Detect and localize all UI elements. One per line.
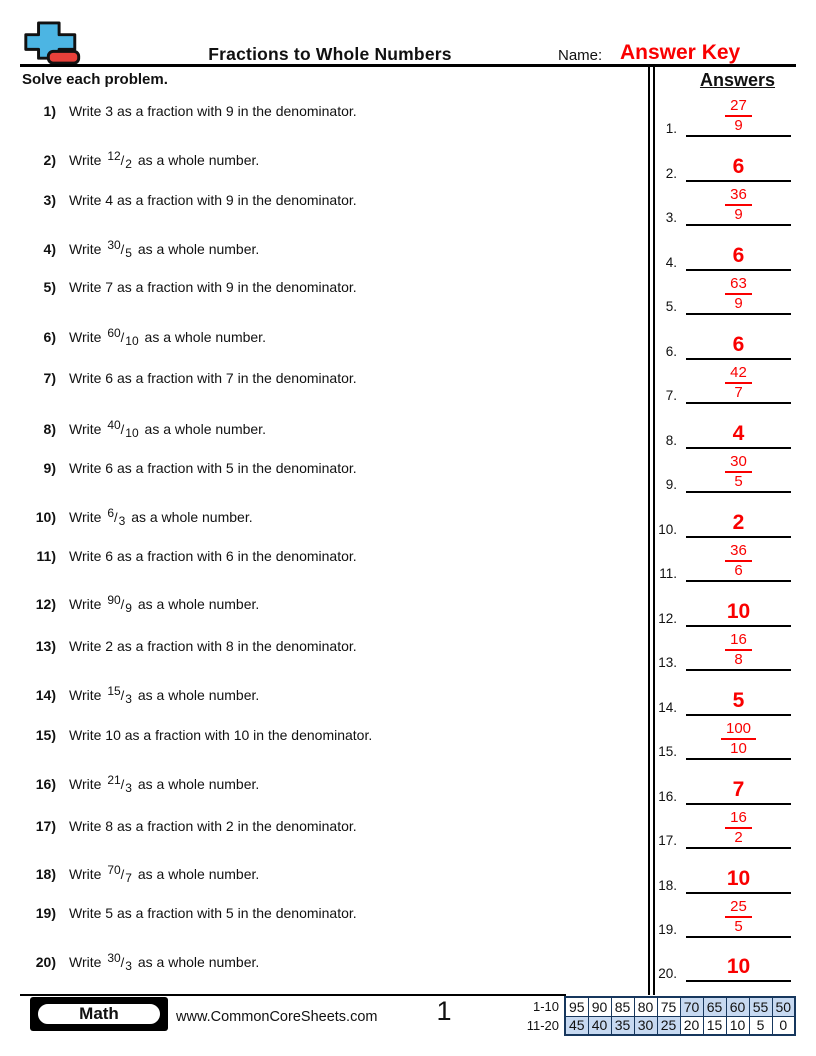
inline-fraction: 21/3: [107, 773, 132, 795]
answer-slot-11: [650, 538, 795, 582]
grading-row-2: [523, 1016, 795, 1035]
question-12: [22, 593, 632, 615]
answer-slot-14: [650, 672, 795, 716]
question-20: [22, 951, 632, 973]
grading-cell: 85: [611, 997, 634, 1016]
answer-number: 9.: [665, 477, 677, 492]
answer-value: 10: [726, 600, 751, 623]
question-text: Write 12/2 as a whole number.: [69, 149, 260, 171]
answer-slot-7: [650, 360, 795, 404]
answer-fraction: $\frac{30}{5}$: [686, 453, 791, 493]
inline-fraction: 40/10: [107, 418, 139, 440]
question-number: 11): [36, 548, 56, 564]
grading-cell: 30: [634, 1016, 657, 1035]
grading-cell: 5: [749, 1016, 772, 1035]
grading-cell: 15: [703, 1016, 726, 1035]
question-3: [22, 192, 632, 209]
answer-line: [686, 980, 791, 982]
subject-label: Math: [35, 1001, 163, 1027]
question-number: 14): [35, 687, 56, 703]
question-text: Write 10 as a fraction with 10 in the denominator.: [69, 727, 373, 743]
answer-slot-20: [650, 938, 795, 982]
grading-cell: 40: [588, 1016, 611, 1035]
answer-slot-15: [650, 716, 795, 760]
inline-fraction: 30/5: [107, 238, 132, 260]
answer-line: [686, 491, 791, 493]
grading-cell: 0: [772, 1016, 795, 1035]
question-number: 15): [35, 727, 56, 743]
grading-cell: 45: [565, 1016, 588, 1035]
question-9: [22, 460, 632, 477]
inline-fraction: 30/3: [107, 951, 132, 973]
answer-slot-1: [650, 93, 795, 137]
question-text: Write 8 as a fraction with 2 in the denominator.: [69, 818, 357, 834]
grading-row-label: 11-20: [526, 1018, 559, 1033]
question-number: 8): [43, 421, 56, 437]
answer-number: 14.: [658, 700, 677, 715]
question-text: Write 70/7 as a whole number.: [69, 863, 260, 885]
question-text: Write 5 as a fraction with 5 in the denominator.: [69, 905, 357, 921]
question-11: [22, 548, 632, 565]
answer-number: 2.: [665, 166, 677, 181]
answer-number: 20.: [658, 966, 677, 981]
question-number: 7): [43, 370, 56, 386]
question-number: 13): [35, 638, 56, 654]
question-number: 9): [43, 460, 56, 476]
question-number: 2): [43, 152, 56, 168]
question-text: Write 3 as a fraction with 9 in the denominator.: [69, 103, 357, 119]
answer-number: 13.: [658, 655, 677, 670]
answer-line: [686, 313, 791, 315]
answer-line: [686, 224, 791, 226]
footer-rule: [20, 994, 566, 996]
question-number: 5): [43, 279, 56, 295]
grading-row-1: [523, 997, 795, 1016]
answer-slot-10: [650, 494, 795, 538]
question-16: [22, 773, 632, 795]
question-number: 17): [35, 818, 56, 834]
question-text: Write 7 as a fraction with 9 in the denominator.: [69, 279, 357, 295]
grading-cell: 60: [726, 997, 749, 1016]
answer-slot-8: [650, 405, 795, 449]
grading-cell: 20: [680, 1016, 703, 1035]
answer-slot-12: [650, 583, 795, 627]
answer-slot-3: [650, 182, 795, 226]
grading-cell: 90: [588, 997, 611, 1016]
answer-number: 7.: [665, 388, 677, 403]
question-17: [22, 818, 632, 835]
question-number: 10): [35, 509, 56, 525]
answer-number: 18.: [658, 878, 677, 893]
header-rule: [20, 64, 796, 67]
inline-fraction: 90/9: [107, 593, 132, 615]
grading-cell: 55: [749, 997, 772, 1016]
answer-fraction: $\frac{36}{6}$: [686, 542, 791, 582]
answer-fraction: $\frac{16}{2}$: [686, 809, 791, 849]
question-5: [22, 279, 632, 296]
answer-line: [686, 135, 791, 137]
answer-number: 12.: [658, 611, 677, 626]
question-number: 1): [43, 103, 56, 119]
grading-table: [523, 996, 796, 1036]
question-14: [22, 684, 632, 706]
answer-slot-6: [650, 316, 795, 360]
answer-fraction: $\frac{63}{9}$: [686, 275, 791, 315]
question-text: Write 2 as a fraction with 8 in the denominator.: [69, 638, 357, 654]
question-text: Write 21/3 as a whole number.: [69, 773, 260, 795]
question-text: Write 6/3 as a whole number.: [69, 506, 253, 528]
answer-slot-18: [650, 850, 795, 894]
answer-value: 10: [726, 955, 751, 978]
inline-fraction: 12/2: [107, 149, 132, 171]
answer-fraction: $\frac{16}{8}$: [686, 631, 791, 671]
question-text: Write 60/10 as a whole number.: [69, 326, 266, 348]
answer-number: 8.: [665, 433, 677, 448]
answer-number: 4.: [665, 255, 677, 270]
question-13: [22, 638, 632, 655]
answer-number: 5.: [665, 299, 677, 314]
answer-number: 17.: [658, 833, 677, 848]
question-number: 6): [43, 329, 56, 345]
grading-cell: 35: [611, 1016, 634, 1035]
inline-fraction: 60/10: [107, 326, 139, 348]
question-15: [22, 727, 632, 744]
inline-fraction: 6/3: [107, 506, 126, 528]
question-text: Write 90/9 as a whole number.: [69, 593, 260, 615]
answer-value: 7: [732, 778, 745, 801]
answer-slot-2: [650, 138, 795, 182]
answer-number: 11.: [659, 566, 677, 581]
grading-row-label: 1-10: [532, 999, 559, 1014]
page-number: 1: [436, 996, 452, 1026]
answer-value: 6: [732, 244, 745, 267]
question-19: [22, 905, 632, 922]
instructions: Solve each problem.: [22, 71, 168, 88]
name-label: Name:: [558, 47, 603, 64]
answer-slot-9: [650, 449, 795, 493]
question-text: Write 6 as a fraction with 5 in the denominator.: [69, 460, 357, 476]
answer-number: 6.: [665, 344, 677, 359]
answer-fraction: $\frac{100}{10}$: [686, 720, 791, 760]
grading-cell: 10: [726, 1016, 749, 1035]
question-7: [22, 370, 632, 387]
answer-number: 15.: [658, 744, 677, 759]
question-text: Write 6 as a fraction with 6 in the denominator.: [69, 548, 357, 564]
question-number: 4): [43, 241, 56, 257]
question-text: Write 30/3 as a whole number.: [69, 951, 260, 973]
question-text: Write 15/3 as a whole number.: [69, 684, 260, 706]
subject-badge: [30, 997, 168, 1031]
answers-heading: Answers: [699, 70, 776, 90]
answer-line: [686, 847, 791, 849]
question-number: 19): [35, 905, 56, 921]
answer-fraction: $\frac{42}{7}$: [686, 364, 791, 404]
answer-value: 6: [732, 155, 745, 178]
grading-cell: 65: [703, 997, 726, 1016]
website-link: www.CommonCoreSheets.com: [176, 1009, 378, 1025]
answer-number: 3.: [665, 210, 677, 225]
question-text: Write 40/10 as a whole number.: [69, 418, 266, 440]
answer-number: 1.: [665, 121, 677, 136]
answer-fraction: $\frac{36}{9}$: [686, 186, 791, 226]
answer-slot-4: [650, 227, 795, 271]
answer-slot-16: [650, 761, 795, 805]
question-number: 20): [35, 954, 56, 970]
question-10: [22, 506, 632, 528]
question-number: 18): [35, 866, 56, 882]
grading-cell: 80: [634, 997, 657, 1016]
question-4: [22, 238, 632, 260]
question-number: 12): [35, 596, 56, 612]
answer-value: 10: [726, 867, 751, 890]
inline-fraction: 15/3: [107, 684, 132, 706]
page-title: Fractions to Whole Numbers: [208, 44, 452, 64]
grading-cell: 75: [657, 997, 680, 1016]
answer-slot-19: [650, 894, 795, 938]
answer-key-label: Answer Key: [620, 41, 741, 64]
question-text: Write 6 as a fraction with 7 in the denominator.: [69, 370, 357, 386]
question-8: [22, 418, 632, 440]
answer-line: [686, 758, 791, 760]
answer-value: 4: [732, 422, 745, 445]
answer-line: [686, 580, 791, 582]
answer-number: 19.: [658, 922, 677, 937]
answer-value: 2: [732, 511, 745, 534]
grading-cell: 25: [657, 1016, 680, 1035]
answer-line: [686, 402, 791, 404]
answer-slot-5: [650, 271, 795, 315]
question-2: [22, 149, 632, 171]
answer-slot-17: [650, 805, 795, 849]
answer-fraction: $\frac{27}{9}$: [686, 97, 791, 137]
answer-number: 16.: [658, 789, 677, 804]
answer-fraction: $\frac{25}{5}$: [686, 898, 791, 938]
answer-value: 6: [732, 333, 745, 356]
question-1: [22, 103, 632, 120]
answer-number: 10.: [658, 522, 677, 537]
inline-fraction: 70/7: [107, 863, 132, 885]
question-number: 16): [35, 776, 56, 792]
grading-cell: 50: [772, 997, 795, 1016]
question-18: [22, 863, 632, 885]
question-text: Write 4 as a fraction with 9 in the denominator.: [69, 192, 357, 208]
answer-value: 5: [732, 689, 745, 712]
grading-cell: 70: [680, 997, 703, 1016]
question-number: 3): [43, 192, 56, 208]
question-6: [22, 326, 632, 348]
grading-cell: 95: [565, 997, 588, 1016]
answer-line: [686, 669, 791, 671]
question-text: Write 30/5 as a whole number.: [69, 238, 260, 260]
answer-slot-13: [650, 627, 795, 671]
